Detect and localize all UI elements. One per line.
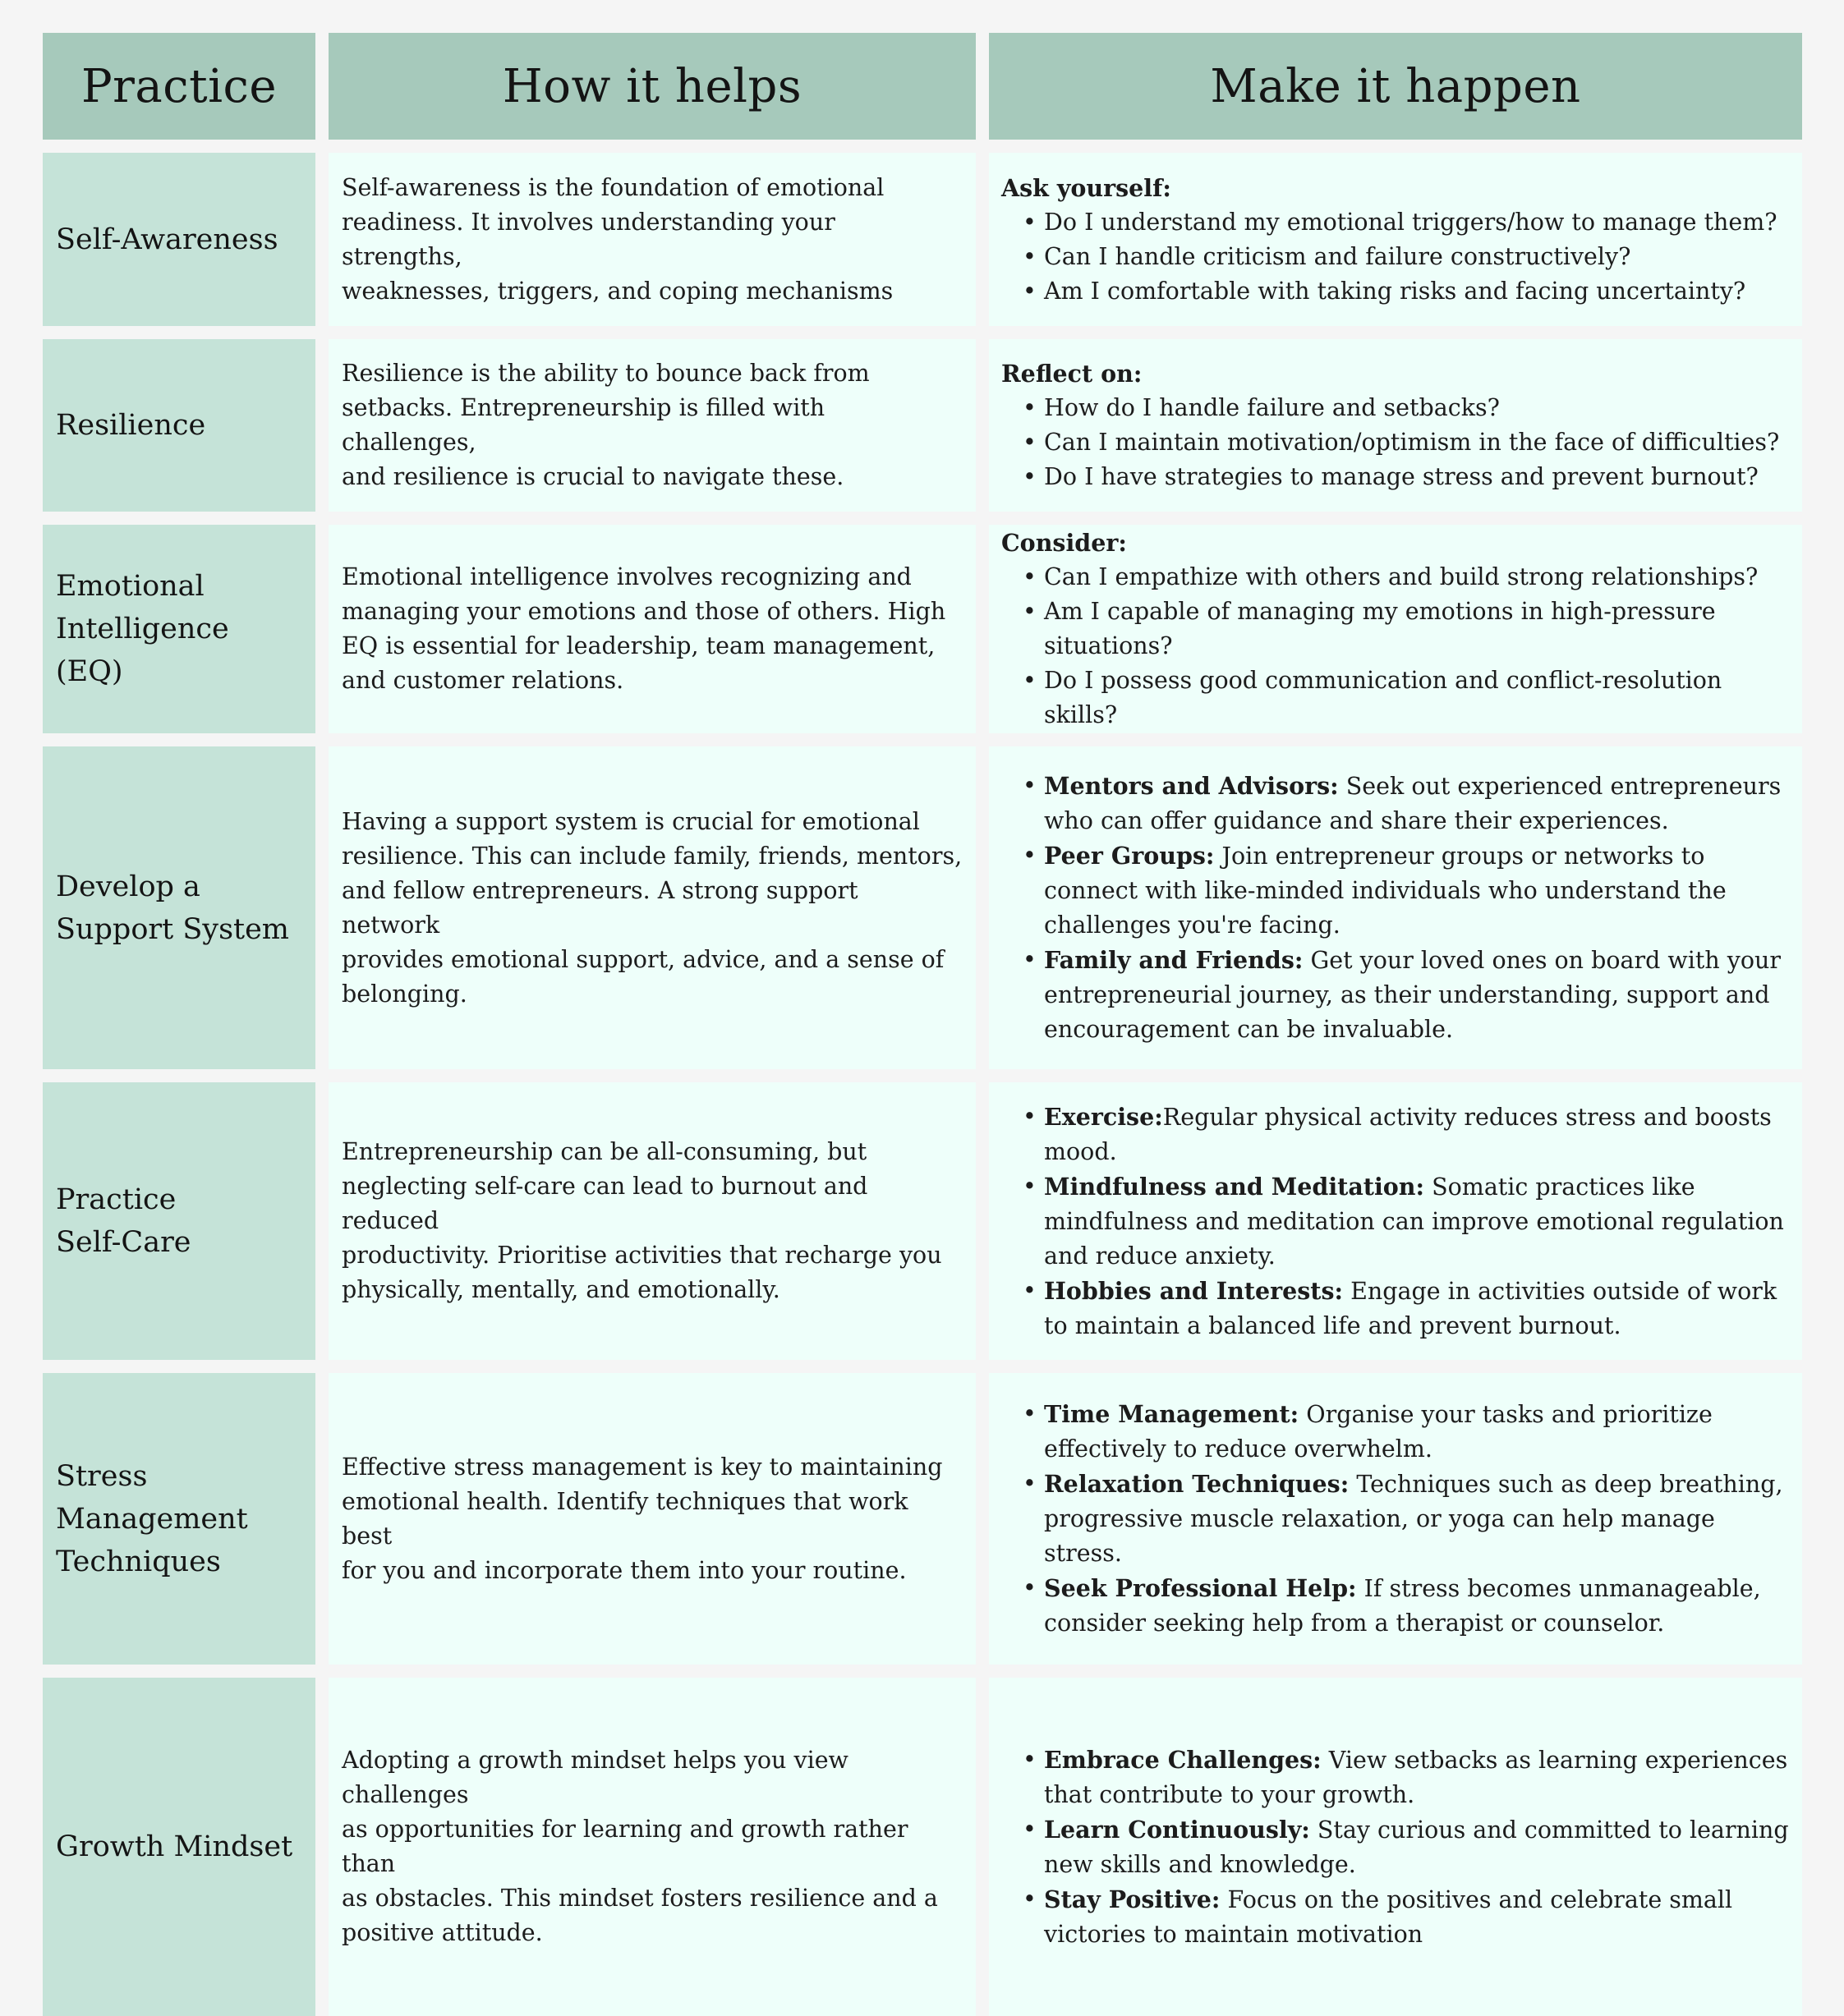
tip-text: Regular physical activity reduces stress and boosts mood. [1044,1103,1772,1165]
header-make-it-happen: Make it happen [989,33,1802,140]
list-item: • Am I capable of managing my emotions in high-pressure situations? [1044,595,1792,664]
list-item: • Can I handle criticism and failure constructively? [1044,240,1792,274]
list-item [1044,1169,1792,1274]
tip-list [1001,1743,1792,1952]
list-item: • Can I empathize with others and build strong relationships? [1044,560,1792,595]
practice-cell: Growth Mindset [43,1678,315,2016]
practice-cell: Practice Self-Care [43,1082,315,1360]
list-item [1044,1812,1792,1882]
list-item: • Am I comfortable with taking risks and facing uncertainty? [1044,274,1792,309]
prompt-lead: Consider: [1001,529,1127,557]
how-it-helps-cell: Having a support system is crucial for emotional resilience. This can include family, friends, mentors, and fellow entrepreneurs. A strong support network provides emotional support, advice, and a sense of belonging. [329,746,976,1069]
practice-cell: Emotional Intelligence (EQ) [43,525,315,733]
question-list [1001,205,1792,309]
list-item [1044,1571,1792,1641]
tip-text: Somatic practices like mindfulness and meditation can improve emotional regulation and reduce anxiety. [1044,1173,1784,1270]
tip-term: Seek Professional Help: [1044,1574,1357,1602]
prompt-lead: Ask yourself: [1001,173,1171,202]
tip-text: Stay curious and committed to learning new skills and knowledge. [1044,1816,1789,1878]
make-it-happen-cell [989,339,1802,512]
list-item [1044,1467,1792,1571]
header-practice: Practice [43,33,315,140]
list-item: • Do I have strategies to manage stress and prevent burnout? [1044,460,1792,494]
tip-term: Family and Friends: [1044,946,1304,974]
list-item [1044,1882,1792,1952]
list-item: • Do I possess good communication and conflict-resolution skills? [1044,664,1792,732]
tip-term: Relaxation Techniques: [1044,1470,1350,1498]
list-item: • Can I maintain motivation/optimism in the face of difficulties? [1044,425,1792,460]
make-it-happen-cell [989,525,1802,733]
tip-text: View setbacks as learning experiences that contribute to your growth. [1044,1746,1788,1808]
tip-text: Get your loved ones on board with your entrepreneurial journey, as their understanding, support and encouragement can be invaluable. [1044,947,1782,1043]
question-list [1001,560,1792,732]
list-item [1044,1100,1792,1169]
tip-list [1001,1100,1792,1343]
tip-term: Time Management: [1044,1400,1299,1428]
list-item [1044,1743,1792,1812]
tip-term: Mentors and Advisors: [1044,772,1339,800]
tip-term: Learn Continuously: [1044,1815,1310,1844]
tip-text: Focus on the positives and celebrate small victories to maintain motivation [1044,1885,1733,1948]
list-item [1044,1397,1792,1467]
tip-text: Seek out experienced entrepreneurs who can offer guidance and share their experiences. [1044,773,1782,834]
make-it-happen-cell [989,1082,1802,1360]
list-item [1044,769,1792,838]
make-it-happen-cell [989,1678,1802,2016]
make-it-happen-cell [989,746,1802,1069]
tip-text: Join entrepreneur groups or networks to connect with like-minded individuals who understand the challenges you're facing. [1044,843,1727,939]
how-it-helps-cell: Adopting a growth mindset helps you view challenges as opportunities for learning and growth rather than as obstacles. This mindset fosters resilience and a positive attitude. [329,1678,976,2016]
tip-term: Stay Positive: [1044,1885,1221,1913]
make-it-happen-cell [989,153,1802,326]
practice-cell: Self-Awareness [43,153,315,326]
practice-cell: Develop a Support System [43,746,315,1069]
practice-cell: Resilience [43,339,315,512]
tip-text: If stress becomes unmanageable, consider seeking help from a therapist or counselor. [1044,1575,1761,1637]
list-item [1044,1274,1792,1343]
make-it-happen-cell [989,1373,1802,1665]
tip-list [1001,1397,1792,1641]
tip-list [1001,769,1792,1047]
tip-term: Exercise: [1044,1102,1163,1131]
how-it-helps-cell: Resilience is the ability to bounce back from setbacks. Entrepreneurship is filled with challenges, and resilience is crucial to navigate these. [329,339,976,512]
header-how-it-helps: How it helps [329,33,976,140]
tip-text: Techniques such as deep breathing, progressive muscle relaxation, or yoga can help manage stress. [1044,1471,1783,1567]
how-it-helps-cell: Emotional intelligence involves recognizing and managing your emotions and those of others. High EQ is essential for leadership, team management, and customer relations. [329,525,976,733]
tip-term: Peer Groups: [1044,842,1215,870]
practice-cell: Stress Management Techniques [43,1373,315,1665]
tip-term: Mindfulness and Meditation: [1044,1172,1425,1201]
list-item [1044,943,1792,1047]
tip-text: Engage in activities outside of work to maintain a balanced life and prevent burnout. [1044,1277,1777,1339]
list-item: • Do I understand my emotional triggers/how to manage them? [1044,205,1792,240]
question-list [1001,391,1792,494]
how-it-helps-cell: Entrepreneurship can be all-consuming, but neglecting self-care can lead to burnout and reduced productivity. Prioritise activities that recharge you physically, mentally, and emotionally. [329,1082,976,1360]
practices-table [43,33,1802,2016]
tip-term: Embrace Challenges: [1044,1745,1322,1774]
list-item: • How do I handle failure and setbacks? [1044,391,1792,425]
how-it-helps-cell: Self-awareness is the foundation of emotional readiness. It involves understanding your strengths, weaknesses, triggers, and coping mechanisms [329,153,976,326]
list-item [1044,838,1792,943]
tip-text: Organise your tasks and prioritize effectively to reduce overwhelm. [1044,1401,1713,1463]
prompt-lead: Reflect on: [1001,360,1143,388]
how-it-helps-cell: Effective stress management is key to maintaining emotional health. Identify techniques that work best for you and incorporate them into your routine. [329,1373,976,1665]
tip-term: Hobbies and Interests: [1044,1276,1344,1305]
